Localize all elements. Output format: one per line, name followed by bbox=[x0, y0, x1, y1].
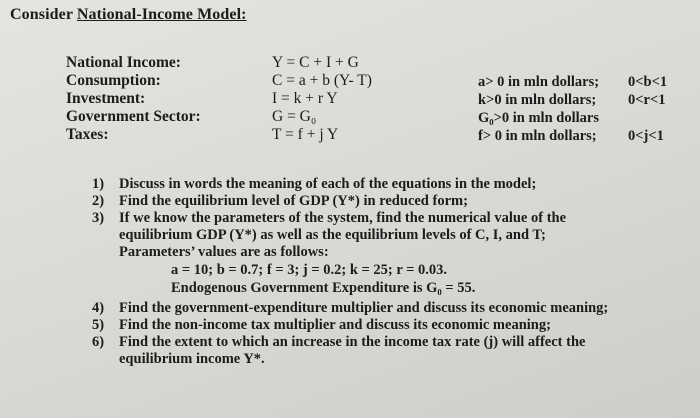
question-text: If we know the parameters of the system, find the numerical value of the equilibrium GDP (Y*) as well as the equilibrium levels of C, I, and T; Parameters’ values are as follows: bbox=[119, 210, 567, 260]
question-number: 2) bbox=[92, 193, 105, 209]
equation-consumption: C = a + b (Y- T) bbox=[272, 72, 372, 89]
question-number: 3) bbox=[92, 210, 105, 226]
equation-taxes: T = f + j Y bbox=[272, 126, 339, 143]
question-text: Find the government-expenditure multiplier and discuss its economic meaning; bbox=[119, 300, 609, 316]
question-3 bbox=[92, 210, 602, 261]
gov-expenditure-value: Endogenous Government Expenditure is G₀ = 55. bbox=[171, 280, 476, 296]
label-consumption: Consumption: bbox=[66, 72, 161, 89]
question-2 bbox=[92, 193, 682, 210]
note-taxes: f> 0 in mln dollars; bbox=[478, 128, 597, 144]
label-national-income: National Income: bbox=[66, 54, 181, 71]
title-underlined: National-Income Model: bbox=[76, 6, 247, 23]
question-4 bbox=[92, 300, 682, 317]
equation-investment: I = k + r Y bbox=[272, 90, 338, 107]
label-investment: Investment: bbox=[66, 90, 146, 107]
question-number: 4) bbox=[92, 300, 105, 316]
label-government-sector: Government Sector: bbox=[66, 108, 201, 125]
question-text: Find the extent to which an increase in the income tax rate (j) will affect the equilibrium income Y*. bbox=[119, 334, 586, 367]
title-prefix: Consider bbox=[10, 6, 77, 23]
question-6 bbox=[92, 334, 652, 368]
label-taxes: Taxes: bbox=[66, 126, 109, 143]
question-text: Discuss in words the meaning of each of the equations in the model; bbox=[119, 176, 537, 192]
note-government: G₀>0 in mln dollars bbox=[478, 110, 599, 126]
question-text: Find the non-income tax multiplier and discuss its economic meaning; bbox=[119, 317, 551, 333]
equation-national-income: Y = C + I + G bbox=[272, 54, 359, 71]
question-text: Find the equilibrium level of GDP (Y*) in reduced form; bbox=[119, 193, 468, 209]
document-title bbox=[10, 6, 247, 24]
note-investment: k>0 in mln dollars; bbox=[478, 92, 597, 108]
question-5 bbox=[92, 317, 682, 334]
constraint-investment: 0<r<1 bbox=[628, 92, 666, 108]
parameter-values: a = 10; b = 0.7; f = 3; j = 0.2; k = 25; r = 0.03. bbox=[171, 262, 448, 278]
note-consumption: a> 0 in mln dollars; bbox=[478, 74, 600, 90]
question-number: 6) bbox=[92, 334, 105, 350]
constraint-taxes: 0<j<1 bbox=[628, 128, 664, 144]
question-1 bbox=[92, 176, 682, 193]
constraint-consumption: 0<b<1 bbox=[628, 74, 668, 90]
question-number: 5) bbox=[92, 317, 105, 333]
equation-government: G = G₀ bbox=[272, 108, 317, 125]
question-number: 1) bbox=[92, 176, 105, 192]
